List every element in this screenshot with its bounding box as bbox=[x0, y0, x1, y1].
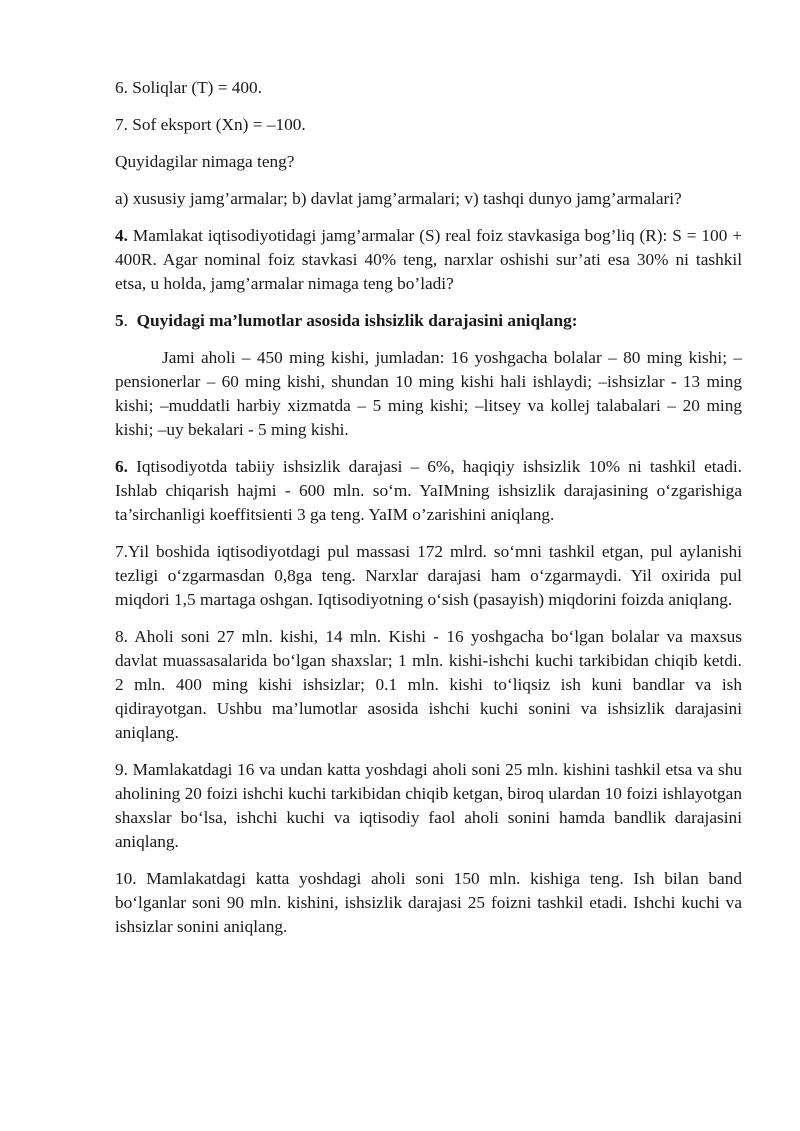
task-5-heading bbox=[115, 309, 742, 333]
task-5-title: Quyidagi ma’lumotlar asosida ishsizlik darajasini aniqlang: bbox=[136, 311, 578, 330]
task-4-text: Mamlakat iqtisodiyotidagi jamg’armalar (S) real foiz stavkasiga bog’liq (R): S = 100 + 400R. Agar nominal foiz stavkasi 40% teng, narxlar oshishi sur’ati esa 30% ni tashkil etsa, u holda, jamg’armalar nimaga teng bo’ladi? bbox=[115, 226, 742, 293]
task-5-number: 5 bbox=[115, 311, 124, 330]
line-answer-options: a) xususiy jamg’armalar; b) davlat jamg’armalari; v) tashqi dunyo jamg’armalari? bbox=[115, 189, 682, 208]
line-question: Quyidagilar nimaga teng? bbox=[115, 152, 295, 171]
task-4-paragraph bbox=[115, 224, 742, 296]
task-6-number: 6. bbox=[115, 457, 128, 476]
task-4-number: 4. bbox=[115, 226, 128, 245]
line-taxes: 6. Soliqlar (T) = 400. bbox=[115, 78, 263, 97]
task-6-text: Iqtisodiyotda tabiiy ishsizlik darajasi – 6%, haqiqiy ishsizlik 10% ni tashkil etadi. Ishlab chiqarish hajmi - 600 mln. so‘m. YaIMning ishsizlik darajasining o‘zgarishiga ta’sirchanligi koeffitsienti 3 ga teng. YaIM o’zarishini aniqlang. bbox=[115, 457, 742, 524]
task-5-body: Jami aholi – 450 ming kishi, jumladan: 16 yoshgacha bolalar – 80 ming kishi; –pensionerlar – 60 ming kishi, shundan 10 ming kishi hali ishlaydi; –ishsizlar - 13 ming kishi; –muddatli harbiy xizmatda – 5 ming kishi; –litsey va kollej talabalari – 20 ming kishi; –uy bekalari - 5 ming kishi. bbox=[115, 348, 742, 439]
task-10-paragraph: 10. Mamlakatdagi katta yoshdagi aholi soni 150 mln. kishiga teng. Ish bilan band bo‘lganlar soni 90 mln. kishini, ishsizlik darajasi 25 foizni tashkil etadi. Ishchi kuchi va ishsizlar sonini aniqlang. bbox=[115, 869, 742, 936]
task-7-paragraph: 7.Yil boshida iqtisodiyotdagi pul massasi 172 mlrd. so‘mni tashkil etgan, pul aylanishi tezligi o‘zgarmasdan 0,8ga teng. Narxlar darajasi ham o‘zgarmaydi. Yil oxirida pul miqdori 1,5 martaga oshgan. Iqtisodiyotning o‘sish (pasayish) miqdorini foizda aniqlang. bbox=[115, 542, 742, 609]
task-9-paragraph: 9. Mamlakatdagi 16 va undan katta yoshdagi aholi soni 25 mln. kishini tashkil etsa va shu aholining 20 foizi ishchi kuchi tarkibidan chiqib ketgan, biroq ulardan 10 foizi ishlayotgan shaxslar bo‘lsa, ishchi kuchi va iqtisodiy faol aholi sonini hamda bandlik darajasini aniqlang. bbox=[115, 760, 742, 851]
document-page bbox=[115, 76, 742, 952]
task-5-separator: . bbox=[123, 311, 137, 330]
line-net-export: 7. Sof eksport (Xn) = –100. bbox=[115, 115, 306, 134]
task-8-paragraph: 8. Aholi soni 27 mln. kishi, 14 mln. Kishi - 16 yoshgacha bo‘lgan bolalar va maxsus davlat muassasalarida bo‘lgan shaxslar; 1 mln. kishi-ishchi kuchi tarkibidan chiqib ketdi. 2 mln. 400 ming kishi ishsizlar; 0.1 mln. kishi to‘liqsiz ish kuni bandlar va ish qidirayotgan. Ushbu ma’lumotlar asosida ishchi kuchi sonini va ishsizlik darajasini aniqlang. bbox=[115, 627, 742, 742]
task-6-paragraph bbox=[115, 455, 742, 527]
